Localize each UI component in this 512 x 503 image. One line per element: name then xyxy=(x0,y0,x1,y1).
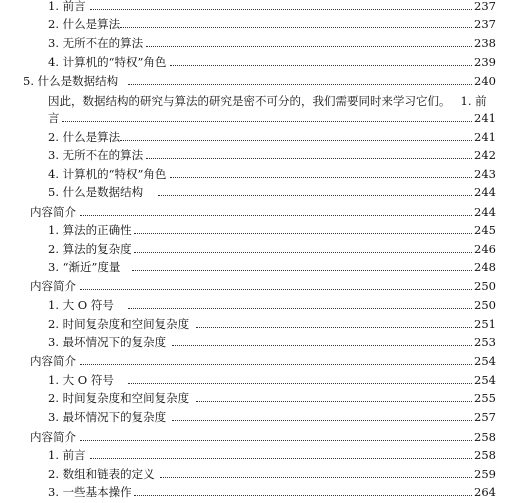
toc-entry-page: 242 xyxy=(474,148,496,162)
toc-entry-title: 3. 最坏情况下的复杂度 xyxy=(48,335,167,349)
toc-entry-title: 3. 无所不在的算法 xyxy=(48,36,144,50)
toc-entry-title: 2. 算法的复杂度 xyxy=(48,242,132,256)
dot-leader xyxy=(132,270,478,271)
toc-inline-paragraph xyxy=(48,92,498,110)
toc-entry[interactable] xyxy=(0,389,512,407)
toc-entry-page: 244 xyxy=(474,205,496,219)
dot-leader xyxy=(172,345,478,346)
toc-entry[interactable] xyxy=(0,146,512,164)
toc-entry-title: 1. 前言 xyxy=(48,0,87,15)
toc-entry-title: 2. 数组和链表的定义 xyxy=(48,467,155,481)
toc-entry-title: 4. 计算机的“特权”角色 xyxy=(48,167,167,181)
toc-entry-page: 250 xyxy=(474,279,496,293)
dot-leader xyxy=(196,327,478,328)
toc-entry-page: 243 xyxy=(474,167,496,181)
toc-entry-page: 255 xyxy=(474,391,496,405)
dot-leader xyxy=(160,477,478,478)
toc-entry-page: 259 xyxy=(474,467,496,481)
toc-entry[interactable] xyxy=(0,277,512,295)
toc-entry-title: 1. 前言 xyxy=(48,448,86,462)
toc-entry-title: 2. 什么是算法 xyxy=(48,130,121,144)
dot-leader xyxy=(120,27,478,28)
toc-entry-page: 237 xyxy=(474,17,496,31)
toc-entry-title: 5. 什么是数据结构 xyxy=(23,74,119,88)
toc-entry[interactable] xyxy=(0,109,512,127)
paragraph-text: 因此，数据结构的研究与算法的研究是密不可分的，我们需要同时来学习它们。 xyxy=(48,94,451,108)
toc-entry-title: 5. 什么是数据结构 xyxy=(48,185,144,199)
dot-leader xyxy=(128,84,478,85)
toc-entry-title: 1. 算法的正确性 xyxy=(48,223,132,237)
toc-entry[interactable] xyxy=(0,15,512,33)
toc-entry[interactable] xyxy=(0,165,512,183)
toc-entry-page: 250 xyxy=(474,298,496,312)
toc-entry[interactable] xyxy=(0,128,512,146)
toc-entry-title: 内容简介 xyxy=(30,354,76,368)
dot-leader xyxy=(128,308,478,309)
toc-entry-title: 3. “渐近”度量 xyxy=(48,260,121,274)
toc-entry[interactable] xyxy=(0,0,512,15)
toc-entry-title: 2. 什么是算法 xyxy=(48,17,121,31)
toc-entry[interactable] xyxy=(0,352,512,370)
dot-leader xyxy=(158,195,478,196)
toc-entry-title: 3. 一些基本操作 xyxy=(48,485,132,499)
toc-entry-title: 内容简介 xyxy=(30,430,76,444)
toc-entry[interactable] xyxy=(0,371,512,389)
toc-entry-title: 内容简介 xyxy=(30,205,76,219)
toc-entry[interactable] xyxy=(0,296,512,314)
toc-entry-page: 257 xyxy=(474,410,496,424)
toc-entry-page: 258 xyxy=(474,430,496,444)
toc-entry-page: 254 xyxy=(474,354,496,368)
inline-toc-item[interactable]: 1. 前 xyxy=(460,94,487,108)
toc-entry[interactable] xyxy=(0,258,512,276)
toc-entry[interactable] xyxy=(0,34,512,52)
dot-leader xyxy=(80,289,478,290)
dot-leader xyxy=(134,252,478,253)
dot-leader xyxy=(172,420,478,421)
toc-entry[interactable] xyxy=(0,72,512,90)
dot-leader xyxy=(170,177,478,178)
toc-entry[interactable] xyxy=(0,333,512,351)
dot-leader xyxy=(62,121,478,122)
dot-leader xyxy=(134,233,478,234)
toc-entry-page: 258 xyxy=(474,448,496,462)
toc-entry[interactable] xyxy=(0,183,512,201)
toc-entry-page: 241 xyxy=(474,130,496,144)
toc-entry[interactable] xyxy=(0,428,512,446)
toc-entry[interactable] xyxy=(0,446,512,464)
toc-entry[interactable] xyxy=(0,408,512,426)
toc-entry-page: 240 xyxy=(474,74,496,88)
toc-entry-title: 内容简介 xyxy=(30,279,76,293)
toc-entry-page: 245 xyxy=(474,223,496,237)
toc-entry-page: 239 xyxy=(474,55,496,69)
dot-leader xyxy=(196,401,478,402)
dot-leader xyxy=(80,215,478,216)
toc-entry[interactable] xyxy=(0,240,512,258)
toc-entry[interactable] xyxy=(0,465,512,483)
toc-entry-page: 253 xyxy=(474,335,496,349)
dot-leader xyxy=(80,364,478,365)
toc-entry[interactable] xyxy=(0,315,512,333)
toc-entry-page: 264 xyxy=(474,485,496,499)
toc-entry-title: 1. 大 O 符号 xyxy=(48,373,114,387)
dot-leader xyxy=(128,383,478,384)
dot-leader xyxy=(120,140,478,141)
toc-entry-page: 248 xyxy=(474,260,496,274)
toc-entry-title: 4. 计算机的“特权”角色 xyxy=(48,55,167,69)
toc-entry-title: 言 xyxy=(48,111,60,125)
toc-entry-page: 241 xyxy=(474,111,496,125)
toc-entry-page: 237 xyxy=(473,0,496,15)
dot-leader xyxy=(146,158,478,159)
toc-entry-title: 3. 最坏情况下的复杂度 xyxy=(48,410,167,424)
dot-leader xyxy=(90,458,478,459)
toc-entry-page: 251 xyxy=(474,317,496,331)
dot-leader xyxy=(90,9,478,10)
toc-entry[interactable] xyxy=(0,53,512,71)
toc-entry-title: 3. 无所不在的算法 xyxy=(48,148,144,162)
dot-leader xyxy=(80,440,478,441)
toc-entry-page: 246 xyxy=(474,242,496,256)
toc-entry-page: 244 xyxy=(474,185,496,199)
dot-leader xyxy=(134,495,478,496)
toc-entry-title: 1. 大 O 符号 xyxy=(48,298,114,312)
toc-entry-page: 254 xyxy=(474,373,496,387)
dot-leader xyxy=(146,46,478,47)
toc-entry-page: 238 xyxy=(474,36,496,50)
toc-entry-title: 2. 时间复杂度和空间复杂度 xyxy=(48,317,190,331)
toc-entry[interactable] xyxy=(0,221,512,239)
dot-leader xyxy=(170,65,478,66)
toc-entry[interactable] xyxy=(0,483,512,501)
toc-entry-title: 2. 时间复杂度和空间复杂度 xyxy=(48,391,190,405)
toc-entry[interactable] xyxy=(0,203,512,221)
